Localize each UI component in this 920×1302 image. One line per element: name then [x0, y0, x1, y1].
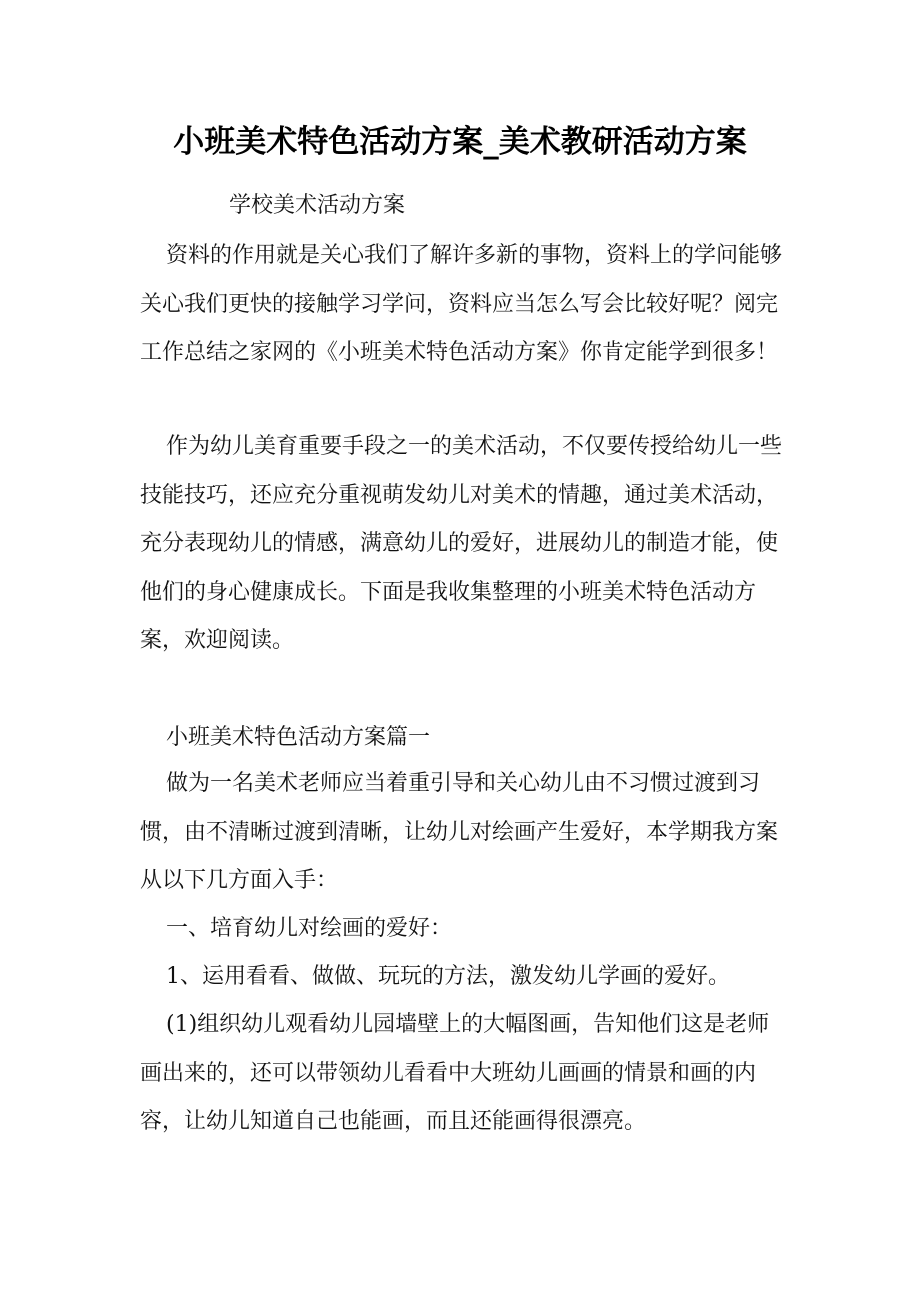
- document-subtitle: 学校美术活动方案: [229, 193, 406, 218]
- sub-item-one-paragraph: (1)组织幼儿观看幼儿园墙壁上的大幅图画，告知他们这是老师画出来的，还可以带领幼儿看看中大班幼儿画画的情景和画的内容，让幼儿知道自己也能画，而且还能画得很漂亮。: [140, 1012, 770, 1134]
- background-paragraph: 作为幼儿美育重要手段之一的美术活动，不仅要传授给幼儿一些技能技巧，还应充分重视萌发幼儿对美术的情趣，通过美术活动，充分表现幼儿的情感，满意幼儿的爱好，进展幼儿的制造才能，使他们的身心健康成长。下面是我收集整理的小班美术特色活动方案，欢迎阅读。: [140, 434, 783, 653]
- section-body-paragraph: 做为一名美术老师应当着重引导和关心幼儿由不习惯过渡到习惯，由不清晰过渡到清晰，让幼儿对绘画产生爱好，本学期我方案从以下几方面入手：: [140, 771, 779, 893]
- intro-paragraph: 资料的作用就是关心我们了解许多新的事物，资料上的学问能够关心我们更快的接触学习学问，资料应当怎么写会比较好呢？阅完工作总结之家网的《小班美术特色活动方案》你肯定能学到很多！: [140, 243, 783, 365]
- item-one-paragraph: 1、运用看看、做做、玩玩的方法，激发幼儿学画的爱好。: [166, 964, 730, 989]
- document-title: 小班美术特色活动方案_美术教研活动方案: [173, 124, 747, 160]
- section-heading: 小班美术特色活动方案篇一: [166, 725, 431, 750]
- point-one-heading: 一、培育幼儿对绘画的爱好：: [166, 916, 453, 941]
